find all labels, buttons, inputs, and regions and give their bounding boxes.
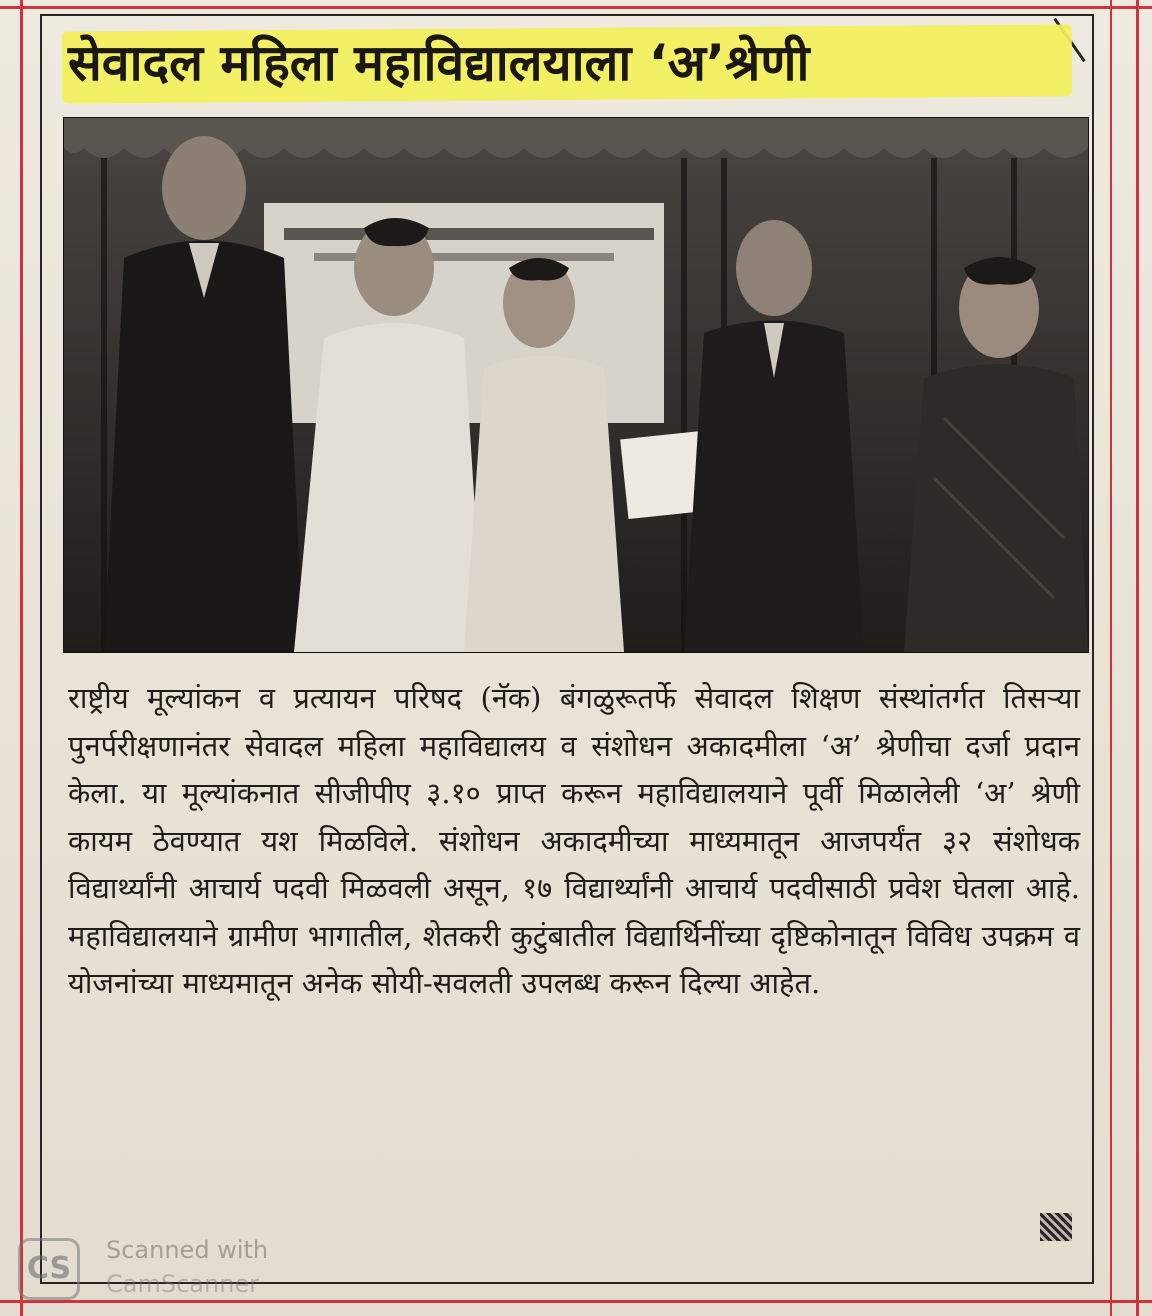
red-frame-line-left	[20, 0, 23, 1316]
camscanner-watermark	[18, 1232, 318, 1304]
red-frame-line-right-inner	[1110, 0, 1112, 1316]
end-of-article-mark	[1040, 1213, 1072, 1241]
group-photo-illustration	[64, 118, 1088, 652]
watermark-line-1: Scanned with	[106, 1236, 269, 1264]
camscanner-logo-icon: CS	[18, 1238, 80, 1300]
headline-area	[44, 22, 1084, 104]
article-body: राष्ट्रीय मूल्यांकन व प्रत्यायन परिषद (नॅक) बंगळुरूतर्फे सेवादल शिक्षण संस्थांतर्गत तिसऱ्या पुनर्परीक्षणानंतर सेवादल महिला महाविद्यालय व संशोधन अकादमीला ‘अ’ श्रेणीचा दर्जा प्रदान केला. या मूल्यांकनात सीजीपीए ३.१० प्राप्त करून महाविद्यालयाने पूर्वी मिळालेली ‘अ’ श्रेणी कायम ठेवण्यात यश मिळविले. संशोधन अकादमीच्या माध्यमातून आजपर्यंत ३२ संशोधक विद्यार्थ्यांनी आचार्य पदवी मिळवली असून, १७ विद्यार्थ्यांनी आचार्य पदवीसाठी प्रवेश घेतला आहे. महाविद्यालयाने ग्रामीण भागातील, शेतकरी कुटुंबातील विद्यार्थिनींच्या दृष्टिकोनातून विविध उपक्रम व योजनांच्या माध्यमातून अनेक सोयी-सवलती उपलब्ध करून दिल्या आहेत.	[68, 681, 1080, 1000]
headline: सेवादल महिला महाविद्यालयाला ‘अ’श्रेणी	[68, 34, 810, 92]
red-frame-line-right-outer	[1136, 0, 1139, 1316]
red-frame-line-top	[0, 6, 1152, 9]
news-photo	[63, 117, 1089, 653]
watermark-line-2: CamScanner	[106, 1270, 260, 1298]
